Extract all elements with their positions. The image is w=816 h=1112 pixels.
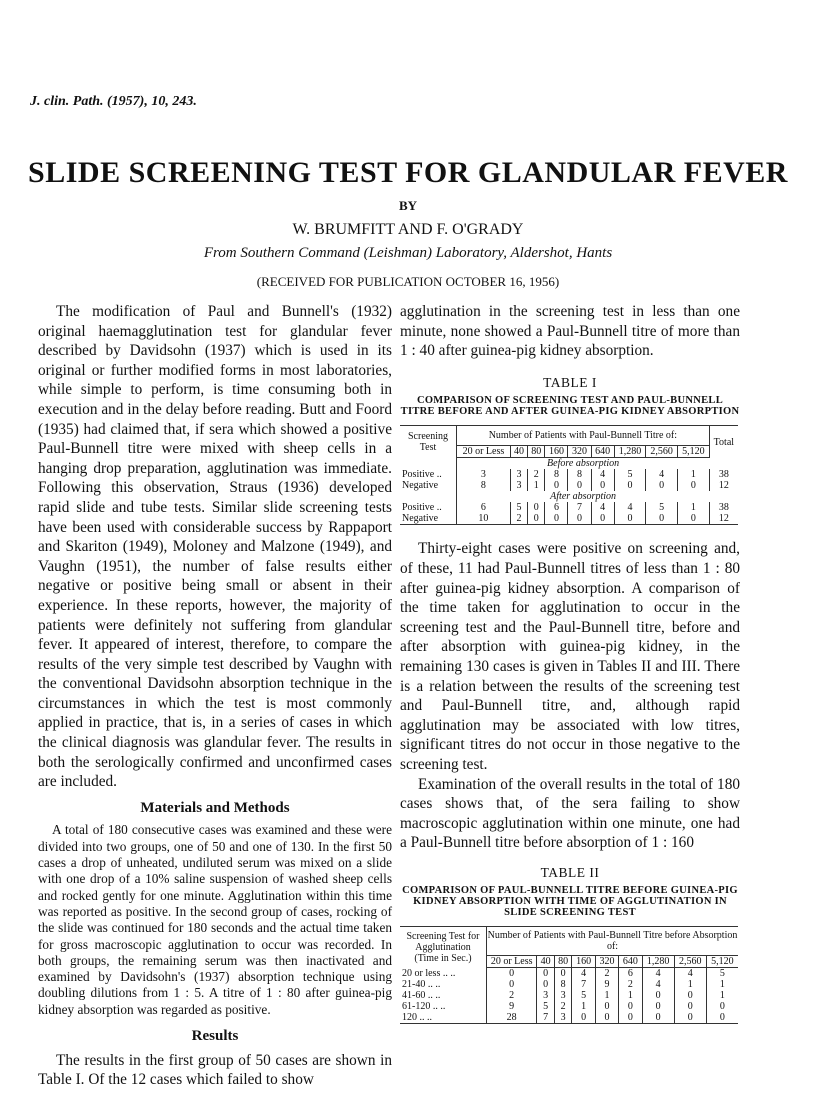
table-row xyxy=(400,1012,738,1024)
table-cell: 8 xyxy=(554,979,572,990)
table-cell: 5 xyxy=(614,469,646,480)
table-cell: 0 xyxy=(642,1012,674,1024)
table-cell: 0 xyxy=(568,480,591,491)
row-label: 20 or less .. .. xyxy=(400,968,487,980)
row-label: 120 .. .. xyxy=(400,1012,487,1024)
table-cell: 9 xyxy=(487,1001,537,1012)
table-cell: 0 xyxy=(554,968,572,980)
table-cell: 4 xyxy=(591,502,614,513)
table-row xyxy=(400,513,738,525)
table2-group-head: Number of Patients with Paul-Bunnell Titre before Absorption of: xyxy=(487,927,739,956)
table-cell: 0 xyxy=(537,979,555,990)
table1-section-label: Before absorption xyxy=(547,458,620,470)
table1-caption: COMPARISON OF SCREENING TEST AND PAUL-BUNNELL TITRE BEFORE AND AFTER GUINEA-PIG KIDNEY ABSORPTION xyxy=(400,395,740,418)
table2-label: TABLE II xyxy=(540,864,600,880)
table-cell: 0 xyxy=(674,1001,706,1012)
methods-paragraph: A total of 180 consecutive cases was examined and these were divided into two groups, one of 50 and one of 130. In the first 50 cases a drop of unheated, undiluted serum was mixed on a slide with one drop of a 10% saline suspension of washed sheep cells and rocked gently for one minute. Agglutination within this time was reported as positive. In the second group of cases, rocking of the slide was continued for 180 seconds and the actual time taken for gross macroscopic agglutination to occur was recorded. In both groups, the remaining serum was then inactivated and examined by Davidsohn's (1937) absorption technique using doubling dilutions from 1 : 5. A titre of 1 : 80 after guinea-pig kidney absorption was regarded as positive. xyxy=(38,822,392,1017)
table2-col-header: 40 xyxy=(537,956,555,968)
table-cell: 1 xyxy=(719,990,725,1002)
table-row xyxy=(400,1001,738,1012)
table-cell: 1 xyxy=(678,469,710,480)
table-row xyxy=(400,469,738,480)
table2-col-header: 1,280 xyxy=(642,956,674,968)
table2-col-header: 20 or Less xyxy=(487,956,537,968)
table-cell: 8 xyxy=(457,480,511,491)
journal-citation: J. clin. Path. (1957), 10, 243. xyxy=(30,94,197,109)
affiliation: From Southern Command (Leishman) Laboratory, Aldershot, Hants xyxy=(203,245,613,261)
row-label: Negative xyxy=(400,513,457,525)
table-cell: 0 xyxy=(719,1001,725,1013)
table1-row-head: Screening Test xyxy=(400,426,457,458)
row-total: 12 xyxy=(718,480,729,492)
table2-col-header: 320 xyxy=(595,956,618,968)
table-cell: 28 xyxy=(487,1012,537,1024)
table1-col-header: 80 xyxy=(528,446,545,458)
authors: W. BRUMFITT AND F. O'GRADY xyxy=(292,221,524,238)
table-cell: 0 xyxy=(545,480,568,491)
table-cell: 6 xyxy=(619,968,642,980)
table-cell: 7 xyxy=(572,979,595,990)
table-cell: 7 xyxy=(537,1012,555,1024)
table-cell: 8 xyxy=(545,469,568,480)
table-cell: 0 xyxy=(568,513,591,525)
row-label: Positive .. xyxy=(400,469,457,480)
table-cell: 6 xyxy=(457,502,511,513)
table1-col-header: 320 xyxy=(568,446,591,458)
table-cell: 0 xyxy=(487,979,537,990)
table1-col-header: 1,280 xyxy=(614,446,646,458)
byline-by: BY xyxy=(398,198,418,213)
intro-paragraph: The modification of Paul and Bunnell's (1932) original haemagglutination test for glandular fever described by Davidsohn (1937) which is used in its original or further modified forms in most laboratories, while simple to perform, is time consuming both in execution and in the delay before reading. Butt and Foord (1935) had claimed that, if sera which showed a positive Paul-Bunnell titre were mixed with sheep cells in a hanging drop preparation, agglutination was immediate. Following this observation, Straus (1936) developed rapid slide and tube tests. Similar slide screening tests have been used with considerable success by Rappaport and Skariton (1949), Moloney and Malzone (1949), and Vaughn (1951), the number of false results either negative or positive being small or absent in their experience. In these reports, however, the majority of patients were definitely not suffering from glandular fever. It appeared of interest, therefore, to compare the results of the very simple test described by Vaughn with the conventional Davidsohn absorption technique in the circumstances in which the test is most commonly applied in practice, that is, in a series of cases in which the clinical diagnosis was glandular fever. The results in both the serologically confirmed and unconfirmed cases are included. xyxy=(38,303,392,791)
table-cell: 0 xyxy=(528,513,545,525)
row-total: 38 xyxy=(718,502,729,514)
table-cell: 0 xyxy=(678,513,710,525)
row-label: 21-40 .. .. xyxy=(400,979,487,990)
row-label: 61-120 .. .. xyxy=(400,1001,487,1012)
heading-materials-methods: Materials and Methods xyxy=(140,799,290,816)
table2 xyxy=(400,926,738,1024)
table-row xyxy=(400,990,738,1001)
table-row xyxy=(400,979,738,990)
table2-col-header: 2,560 xyxy=(674,956,706,968)
article-title: SLIDE SCREENING TEST FOR GLANDULAR FEVER xyxy=(28,156,788,189)
table-cell: 0 xyxy=(674,990,706,1001)
table-cell: 2 xyxy=(487,990,537,1001)
table-cell: 2 xyxy=(595,968,618,980)
table-cell: 5 xyxy=(719,968,725,980)
table-cell: 2 xyxy=(554,1001,572,1012)
table1-col-header: 20 or Less xyxy=(457,446,511,458)
table-row xyxy=(400,968,738,980)
table-cell: 1 xyxy=(719,979,725,991)
table-cell: 0 xyxy=(591,513,614,525)
table1-group-head: Number of Patients with Paul-Bunnell Titre of: xyxy=(457,426,710,446)
table-cell: 3 xyxy=(510,469,527,480)
table-cell: 0 xyxy=(614,480,646,491)
table-cell: 0 xyxy=(642,990,674,1001)
row-label: Negative xyxy=(400,480,457,491)
table-cell: 2 xyxy=(528,469,545,480)
table-cell: 4 xyxy=(572,968,595,980)
table-cell: 4 xyxy=(642,968,674,980)
table-cell: 2 xyxy=(619,979,642,990)
table2-col-header: 5,120 xyxy=(706,956,738,968)
table-cell: 0 xyxy=(528,502,545,513)
table-cell: 9 xyxy=(595,979,618,990)
heading-results: Results xyxy=(191,1028,239,1044)
table-cell: 5 xyxy=(572,990,595,1001)
table-cell: 0 xyxy=(619,1001,642,1012)
table-cell: 2 xyxy=(510,513,527,525)
row-total: 12 xyxy=(718,513,729,525)
table-cell: 7 xyxy=(568,502,591,513)
table1-total-head: Total xyxy=(713,436,735,448)
table-row xyxy=(400,502,738,513)
table-cell: 10 xyxy=(457,513,511,525)
continued-paragraph: agglutination in the screening test in less than one minute, none showed a Paul-Bunnell titre of more than 1 : 40 after guinea-pig kidney absorption. xyxy=(400,303,740,360)
table-cell: 0 xyxy=(595,1001,618,1012)
discussion-paragraph: Thirty-eight cases were positive on screening and, of these, 11 had Paul-Bunnell titres of less than 1 : 80 after guinea-pig kidney absorption. A comparison of the time taken for agglutination to occur in the screening test and the Paul-Bunnell titre, before and after absorption with guinea-pig kidney, in the remaining 130 cases is given in Tables II and III. There is a relation between the results of the screening test and Paul-Bunnell titre, and, although rapid agglutination may be associated with low titres, significant titres do not occur in those negative to the screening test. xyxy=(400,540,740,773)
table2-caption: COMPARISON OF PAUL-BUNNELL TITRE BEFORE GUINEA-PIG KIDNEY ABSORPTION WITH TIME OF AGGLUTINATION IN SLIDE SCREENING TEST xyxy=(402,885,738,919)
table-cell: 0 xyxy=(674,1012,706,1024)
table-cell: 0 xyxy=(642,1001,674,1012)
right-column xyxy=(400,302,740,1024)
table-cell: 1 xyxy=(678,502,710,513)
left-column xyxy=(38,302,392,1090)
table-cell: 3 xyxy=(457,469,511,480)
table-cell: 0 xyxy=(719,1012,725,1024)
table1 xyxy=(400,425,738,525)
table1-section-label: After absorption xyxy=(550,491,617,503)
table-cell: 0 xyxy=(537,968,555,980)
row-label: Positive .. xyxy=(400,502,457,513)
table-cell: 0 xyxy=(595,1012,618,1024)
table1-col-header: 2,560 xyxy=(646,446,678,458)
table-cell: 1 xyxy=(674,979,706,990)
table2-col-header: 640 xyxy=(619,956,642,968)
table-cell: 0 xyxy=(572,1012,595,1024)
table-cell: 0 xyxy=(646,513,678,525)
table-cell: 5 xyxy=(646,502,678,513)
table-cell: 0 xyxy=(614,513,646,525)
table-cell: 4 xyxy=(674,968,706,980)
row-label: 41-60 .. .. xyxy=(400,990,487,1001)
table-cell: 4 xyxy=(591,469,614,480)
table-cell: 3 xyxy=(554,1012,572,1024)
table-cell: 1 xyxy=(572,1001,595,1012)
table-cell: 0 xyxy=(678,480,710,491)
table-cell: 0 xyxy=(487,968,537,980)
table1-col-header: 160 xyxy=(545,446,568,458)
table-cell: 1 xyxy=(528,480,545,491)
received-date: (RECEIVED FOR PUBLICATION OCTOBER 16, 1956) xyxy=(256,274,560,289)
table1-col-header: 640 xyxy=(591,446,614,458)
table-cell: 5 xyxy=(537,1001,555,1012)
row-total: 38 xyxy=(718,469,729,481)
table-cell: 6 xyxy=(545,502,568,513)
table-cell: 1 xyxy=(595,990,618,1001)
table1-label: TABLE I xyxy=(543,374,597,390)
results-paragraph: The results in the first group of 50 cases are shown in Table I. Of the 12 cases which failed to show xyxy=(38,1051,392,1089)
table1-col-header: 40 xyxy=(510,446,527,458)
table-cell: 4 xyxy=(642,979,674,990)
table-cell: 4 xyxy=(614,502,646,513)
table-cell: 0 xyxy=(545,513,568,525)
table-cell: 0 xyxy=(591,480,614,491)
table2-row-head: Screening Test for Agglutination (Time in Sec.) xyxy=(400,927,487,968)
table-cell: 0 xyxy=(619,1012,642,1024)
table-cell: 0 xyxy=(646,480,678,491)
table-cell: 3 xyxy=(510,480,527,491)
overall-paragraph: Examination of the overall results in the total of 180 cases shows that, of the sera failing to show macroscopic agglutination within one minute, one had a Paul-Bunnell titre before absorption of 1 : 160 xyxy=(400,775,740,852)
table-row xyxy=(400,480,738,491)
table-cell: 8 xyxy=(568,469,591,480)
table-cell: 3 xyxy=(537,990,555,1001)
table2-col-header: 80 xyxy=(554,956,572,968)
table2-col-header: 160 xyxy=(572,956,595,968)
table-cell: 4 xyxy=(646,469,678,480)
table-cell: 3 xyxy=(554,990,572,1001)
table-cell: 5 xyxy=(510,502,527,513)
table-cell: 1 xyxy=(619,990,642,1001)
table1-col-header: 5,120 xyxy=(678,446,710,458)
